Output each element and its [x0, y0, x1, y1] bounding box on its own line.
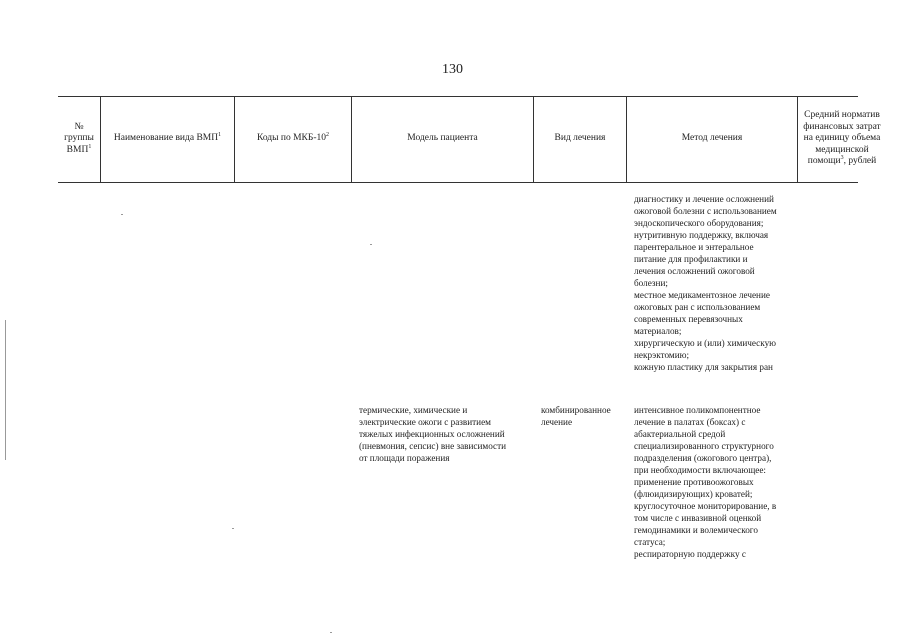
header-patient-model: Модель пациента: [407, 133, 478, 144]
scan-speck: [330, 632, 332, 633]
header-treatment-type: Вид лечения: [554, 133, 606, 144]
scan-speck: [121, 214, 123, 215]
header-vmp-name: Наименование вида ВМП$^1$: [113, 132, 222, 144]
row1-treatment-method: диагностику и лечение осложнений ожоговой болезни с использованием эндоскопического оборудования; нутритивную поддержку, включая парентеральное и энтеральное питание для профилактики и лечения осложнений ожоговой болезни; местное медикаментозное лечение ожоговых ран с использованием современных перевязочных материалов; хирургическую и (или) химическую некрэктомию; кожную пластику для закрытия ран: [634, 194, 777, 372]
row2-treatment-method: интенсивное поликомпонентное лечение в палатах (боксах) с абактериальной средой специализированного структурного подразделения (ожогового центра), при необходимости включающее: применение противоожоговых (флюидизирующих) кроватей; круглосуточное мониторирование, в том числе с инвазивной оценкой гемодинамики и волемического статуса; респираторную поддержку с: [634, 405, 777, 559]
row2-patient-model: термические, химические и электрические ожоги с развитием тяжелых инфекционных осложнений (пневмония, сепсис) вне зависимости от площади поражения: [359, 405, 507, 463]
header-mkb-codes: Коды по МКБ-$10^2$: [256, 132, 330, 144]
row2-treatment-type: комбинированное лечение: [541, 405, 611, 427]
scan-edge-mark: [5, 320, 6, 460]
column-divider: [797, 96, 798, 182]
scan-speck: [370, 244, 372, 245]
header-treatment-method: Метод лечения: [681, 133, 743, 144]
header-cost-standard: Средний норматив финансовых затрат на единицу объема медицинской помощи$^3$, рублей: [803, 110, 881, 167]
scan-speck: [232, 528, 234, 529]
table-header-bottom-border: [58, 182, 858, 183]
page-number: 130: [442, 62, 463, 77]
header-group-number: № группы ВМП$^1$: [64, 121, 94, 155]
